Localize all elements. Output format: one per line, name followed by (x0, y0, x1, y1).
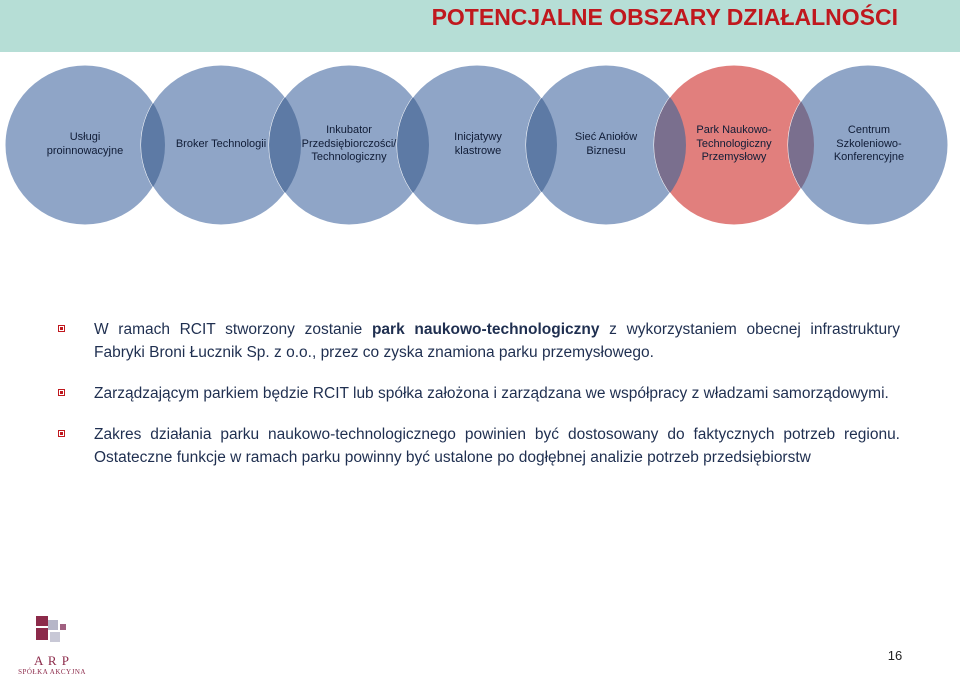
circle-label-uslugi: Usługi proinnowacyjne (46, 131, 124, 157)
logo-name: A R P (33, 653, 71, 668)
bullet-text: Zarządzającym parkiem będzie RCIT lub spółka założona i zarządzana we współpracy z władzami samorządowymi. (94, 385, 889, 402)
circles-graphic (0, 0, 960, 240)
bullet-item (58, 423, 900, 469)
circle-label-park: Park Naukowo-Technologiczny Przemysłowy (696, 124, 772, 163)
circle-label-broker: Broker Technologii (175, 138, 267, 150)
bullet-item (58, 318, 900, 364)
bullet-text-start: W ramach RCIT stworzony zostanie (94, 321, 372, 338)
circle-label-inkubator: Inkubator Przedsiębiorczości/ Technologiczny (301, 124, 397, 163)
circle-label-centrum: Centrum Szkoleniowo-Konferencyjne (833, 124, 905, 163)
circle-label-siec: Sieć Aniołów Biznesu (574, 131, 638, 157)
square-bullet-icon (58, 430, 65, 437)
bullet-list (58, 318, 900, 487)
logo-subtitle: SPÓŁKA AKCYJNA (18, 668, 86, 676)
square-bullet-icon (58, 389, 65, 396)
activity-circles (0, 0, 960, 240)
page-number: 16 (887, 648, 903, 663)
square-bullet-icon (58, 325, 65, 332)
bullet-item (58, 382, 900, 405)
bullet-text-end: z wykorzystaniem obecnej infrastruktury Fabryki Broni Łucznik Sp. z o.o., przez co zyska znamiona parku przemysłowego. (94, 321, 900, 361)
bullet-text: Zakres działania parku naukowo-technologicznego powinien być dostosowany do faktycznych potrzeb regionu. Ostateczne funkcje w ramach parku powinny być ustalone po dogłębnej analizie potrzeb przedsiębiorstw (94, 426, 900, 466)
bullet-text-bold: park naukowo-technologiczny (371, 321, 600, 338)
page-title: POTENCJALNE OBSZARY DZIAŁALNOŚCI (431, 4, 898, 30)
circle-label-inicjatywy: Inicjatywy klastrowe (454, 131, 502, 157)
